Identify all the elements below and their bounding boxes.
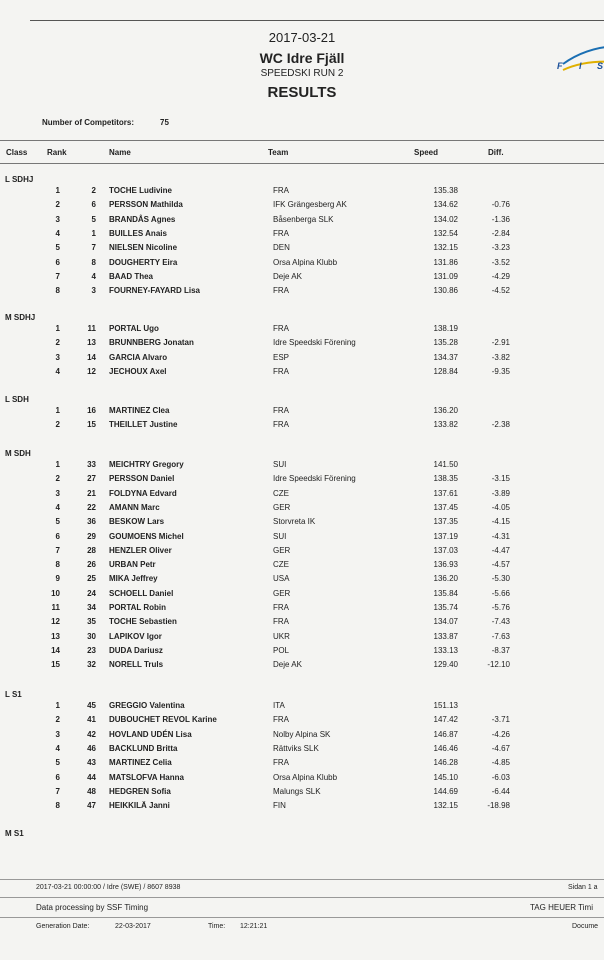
team-cell: FRA — [273, 286, 289, 295]
team-cell: CZE — [273, 560, 289, 569]
rank-cell: 5 — [55, 517, 60, 526]
rank-cell: 13 — [51, 632, 60, 641]
diff-cell: -8.37 — [491, 646, 510, 655]
rank-cell: 6 — [55, 258, 60, 267]
diff-cell: -5.30 — [491, 574, 510, 583]
name-cell: PERSSON Daniel — [109, 474, 175, 483]
name-cell: DUBOUCHET REVOL Karine — [109, 715, 217, 724]
speed-cell: 147.42 — [433, 715, 458, 724]
rank-cell: 11 — [51, 603, 60, 612]
footer-rule-3 — [0, 917, 604, 918]
bib-cell: 42 — [87, 730, 96, 739]
name-cell: BRANDÅS Agnes — [109, 215, 176, 224]
svg-text:I: I — [579, 61, 582, 71]
name-cell: JECHOUX Axel — [109, 367, 167, 376]
speed-cell: 134.02 — [433, 215, 458, 224]
diff-cell: -7.63 — [491, 632, 510, 641]
name-cell: DOUGHERTY Eira — [109, 258, 178, 267]
diff-cell: -2.91 — [491, 338, 510, 347]
bib-cell: 34 — [87, 603, 96, 612]
name-cell: PERSSON Mathilda — [109, 200, 183, 209]
diff-cell: -6.03 — [491, 773, 510, 782]
team-cell: POL — [273, 646, 290, 655]
footer-page: Sidan 1 a — [568, 884, 598, 891]
speed-cell: 151.13 — [433, 701, 458, 710]
bib-cell: 47 — [87, 801, 96, 810]
rank-cell: 2 — [55, 338, 60, 347]
speed-cell: 133.87 — [433, 632, 458, 641]
team-cell: CZE — [273, 489, 289, 498]
class-label: L SDH — [5, 395, 29, 404]
bib-cell: 22 — [87, 503, 96, 512]
diff-cell: -6.44 — [491, 787, 510, 796]
header-rule-bottom — [0, 163, 604, 164]
bib-cell: 32 — [87, 660, 96, 669]
team-cell: FRA — [273, 420, 289, 429]
col-name: Name — [109, 148, 131, 157]
rank-cell: 1 — [55, 406, 60, 415]
bib-cell: 27 — [87, 474, 96, 483]
bib-cell: 28 — [87, 546, 96, 555]
speed-cell: 135.74 — [433, 603, 458, 612]
team-cell: FRA — [273, 617, 289, 626]
bib-cell: 48 — [87, 787, 96, 796]
diff-cell: -2.84 — [491, 229, 510, 238]
diff-cell: -3.23 — [491, 243, 510, 252]
rank-cell: 5 — [55, 243, 60, 252]
team-cell: USA — [273, 574, 290, 583]
team-cell: Rättviks SLK — [273, 744, 319, 753]
name-cell: BACKLUND Britta — [109, 744, 178, 753]
diff-cell: -4.85 — [491, 758, 510, 767]
speed-cell: 137.61 — [433, 489, 458, 498]
team-cell: UKR — [273, 632, 290, 641]
team-cell: SUI — [273, 460, 287, 469]
name-cell: AMANN Marc — [109, 503, 160, 512]
speed-cell: 130.86 — [433, 286, 458, 295]
bib-cell: 6 — [91, 200, 96, 209]
rank-cell: 2 — [55, 420, 60, 429]
name-cell: MIKA Jeffrey — [109, 574, 158, 583]
speed-cell: 132.15 — [433, 801, 458, 810]
diff-cell: -12.10 — [487, 660, 510, 669]
footer-time-label: Time: — [208, 923, 226, 930]
speed-cell: 137.45 — [433, 503, 458, 512]
competitor-count — [42, 118, 169, 127]
footer-gen-date: 22-03-2017 — [115, 923, 151, 930]
bib-cell: 26 — [87, 560, 96, 569]
speed-cell: 138.19 — [433, 324, 458, 333]
diff-cell: -1.36 — [491, 215, 510, 224]
name-cell: NIELSEN Nicoline — [109, 243, 178, 252]
diff-cell: -5.66 — [491, 589, 510, 598]
speed-cell: 129.40 — [433, 660, 458, 669]
team-cell: Båsenberga SLK — [273, 215, 334, 224]
bib-cell: 4 — [91, 272, 96, 281]
footer-sponsor: TAG HEUER Timi — [530, 903, 593, 912]
name-cell: URBAN Petr — [109, 560, 156, 569]
name-cell: DUDA Dariusz — [109, 646, 163, 655]
name-cell: HENZLER Oliver — [109, 546, 172, 555]
col-diff: Diff. — [488, 148, 504, 157]
speed-cell: 137.03 — [433, 546, 458, 555]
rank-cell: 15 — [51, 660, 60, 669]
rank-cell: 4 — [55, 744, 60, 753]
rank-cell: 1 — [55, 324, 60, 333]
diff-cell: -3.52 — [491, 258, 510, 267]
rank-cell: 1 — [55, 460, 60, 469]
bib-cell: 24 — [87, 589, 96, 598]
bib-cell: 25 — [87, 574, 96, 583]
footer-doc: Docume — [572, 923, 599, 930]
name-cell: HOVLAND UDÉN Lisa — [109, 730, 192, 739]
col-class: Class — [6, 148, 28, 157]
team-cell: GER — [273, 546, 291, 555]
speed-cell: 137.19 — [433, 532, 458, 541]
header-rule-top — [0, 140, 604, 141]
bib-cell: 2 — [91, 186, 96, 195]
rank-cell: 4 — [55, 503, 60, 512]
name-cell: MEICHTRY Gregory — [109, 460, 184, 469]
team-cell: FRA — [273, 186, 289, 195]
speed-cell: 132.15 — [433, 243, 458, 252]
rank-cell: 2 — [55, 200, 60, 209]
rank-cell: 6 — [55, 532, 60, 541]
diff-cell: -3.82 — [491, 353, 510, 362]
bib-cell: 36 — [87, 517, 96, 526]
footer-stamp: 2017-03-21 00:00:00 / Idre (SWE) / 8607 8938 — [36, 884, 181, 891]
team-cell: ITA — [273, 701, 285, 710]
speed-cell: 134.62 — [433, 200, 458, 209]
results-heading: RESULTS — [267, 84, 337, 101]
name-cell: THEILLET Justine — [109, 420, 178, 429]
name-cell: MATSLOFVA Hanna — [109, 773, 184, 782]
rank-cell: 7 — [55, 272, 60, 281]
bib-cell: 11 — [87, 324, 96, 333]
diff-cell: -0.76 — [491, 200, 510, 209]
speed-cell: 136.20 — [433, 574, 458, 583]
speed-cell: 145.10 — [433, 773, 458, 782]
bib-cell: 1 — [91, 229, 96, 238]
rank-cell: 7 — [55, 787, 60, 796]
diff-cell: -4.52 — [491, 286, 510, 295]
bib-cell: 41 — [87, 715, 96, 724]
svg-text:S: S — [597, 61, 604, 71]
bib-cell: 8 — [91, 258, 96, 267]
name-cell: PORTAL Ugo — [109, 324, 159, 333]
col-rank: Rank — [47, 148, 67, 157]
rank-cell: 3 — [55, 215, 60, 224]
team-cell: DEN — [273, 243, 290, 252]
bib-cell: 21 — [87, 489, 96, 498]
speed-cell: 128.84 — [433, 367, 458, 376]
rank-cell: 14 — [51, 646, 60, 655]
class-label: M SDHJ — [5, 313, 36, 322]
rank-cell: 8 — [55, 801, 60, 810]
speed-cell: 133.13 — [433, 646, 458, 655]
date-heading: 2017-03-21 — [268, 30, 336, 45]
diff-cell: -2.38 — [491, 420, 510, 429]
rank-cell: 12 — [51, 617, 60, 626]
team-cell: ESP — [273, 353, 290, 362]
bib-cell: 7 — [91, 243, 96, 252]
bib-cell: 5 — [91, 215, 96, 224]
speed-cell: 144.69 — [433, 787, 458, 796]
diff-cell: -4.67 — [491, 744, 510, 753]
run-subtitle: SPEEDSKI RUN 2 — [260, 68, 344, 79]
bib-cell: 13 — [87, 338, 96, 347]
name-cell: TOCHE Ludivine — [109, 186, 172, 195]
rank-cell: 9 — [55, 574, 60, 583]
team-cell: GER — [273, 503, 291, 512]
team-cell: Storvreta IK — [273, 517, 316, 526]
competitor-count-label: Number of Competitors: — [42, 118, 134, 127]
bib-cell: 15 — [87, 420, 96, 429]
rank-cell: 1 — [55, 701, 60, 710]
footer-time: 12:21:21 — [240, 923, 268, 930]
team-cell: FRA — [273, 367, 289, 376]
class-label: L SDHJ — [5, 175, 34, 184]
rank-cell: 3 — [55, 730, 60, 739]
name-cell: GREGGIO Valentina — [109, 701, 185, 710]
bib-cell: 44 — [87, 773, 96, 782]
rank-cell: 5 — [55, 758, 60, 767]
diff-cell: -4.26 — [491, 730, 510, 739]
diff-cell: -9.35 — [491, 367, 510, 376]
bib-cell: 16 — [87, 406, 96, 415]
name-cell: NORELL Truls — [109, 660, 164, 669]
footer-processing: Data processing by SSF Timing — [36, 903, 149, 912]
footer-rule-1 — [0, 879, 604, 880]
bib-cell: 46 — [87, 744, 96, 753]
speed-cell: 131.86 — [433, 258, 458, 267]
name-cell: BUILLES Anais — [109, 229, 167, 238]
svg-text:F: F — [557, 61, 563, 71]
bib-cell: 29 — [87, 532, 96, 541]
speed-cell: 134.07 — [433, 617, 458, 626]
speed-cell: 136.93 — [433, 560, 458, 569]
diff-cell: -3.89 — [491, 489, 510, 498]
team-cell: Nolby Alpina SK — [273, 730, 331, 739]
diff-cell: -4.57 — [491, 560, 510, 569]
name-cell: HEDGREN Sofia — [109, 787, 171, 796]
footer-rule-2 — [0, 897, 604, 898]
team-cell: FIN — [273, 801, 286, 810]
name-cell: PORTAL Robin — [109, 603, 167, 612]
diff-cell: -4.05 — [491, 503, 510, 512]
speed-cell: 135.38 — [433, 186, 458, 195]
speed-cell: 146.87 — [433, 730, 458, 739]
speed-cell: 135.84 — [433, 589, 458, 598]
name-cell: FOLDYNA Edvard — [109, 489, 177, 498]
speed-cell: 146.46 — [433, 744, 458, 753]
class-label: L S1 — [5, 690, 22, 699]
diff-cell: -18.98 — [487, 801, 510, 810]
name-cell: TOCHE Sebastien — [109, 617, 177, 626]
team-cell: Deje AK — [273, 660, 302, 669]
speed-cell: 133.82 — [433, 420, 458, 429]
name-cell: HEIKKILÄ Janni — [109, 801, 170, 810]
team-cell: FRA — [273, 715, 289, 724]
team-cell: FRA — [273, 324, 289, 333]
rank-cell: 4 — [55, 367, 60, 376]
speed-cell: 135.28 — [433, 338, 458, 347]
team-cell: GER — [273, 589, 291, 598]
class-label: M SDH — [5, 449, 31, 458]
team-cell: FRA — [273, 758, 289, 767]
rank-cell: 4 — [55, 229, 60, 238]
bib-cell: 12 — [87, 367, 96, 376]
name-cell: MARTINEZ Celia — [109, 758, 172, 767]
speed-cell: 136.20 — [433, 406, 458, 415]
name-cell: SCHOELL Daniel — [109, 589, 174, 598]
bib-cell: 35 — [87, 617, 96, 626]
team-cell: FRA — [273, 406, 289, 415]
class-label: M S1 — [5, 829, 24, 838]
bib-cell: 23 — [87, 646, 96, 655]
rank-cell: 1 — [55, 186, 60, 195]
team-cell: Deje AK — [273, 272, 302, 281]
rank-cell: 7 — [55, 546, 60, 555]
diff-cell: -4.15 — [491, 517, 510, 526]
speed-cell: 138.35 — [433, 474, 458, 483]
bib-cell: 45 — [87, 701, 96, 710]
top-rule — [30, 20, 604, 21]
name-cell: FOURNEY-FAYARD Lisa — [109, 286, 200, 295]
diff-cell: -7.43 — [491, 617, 510, 626]
bib-cell: 33 — [87, 460, 96, 469]
col-speed: Speed — [414, 148, 439, 157]
name-cell: BESKOW Lars — [109, 517, 165, 526]
diff-cell: -4.29 — [491, 272, 510, 281]
team-cell: Malungs SLK — [273, 787, 321, 796]
rank-cell: 3 — [55, 353, 60, 362]
team-cell: Idre Speedski Förening — [273, 338, 356, 347]
diff-cell: -3.15 — [491, 474, 510, 483]
team-cell: FRA — [273, 229, 289, 238]
rank-cell: 3 — [55, 489, 60, 498]
team-cell: Idre Speedski Förening — [273, 474, 356, 483]
speed-cell: 132.54 — [433, 229, 458, 238]
team-cell: SUI — [273, 532, 287, 541]
diff-cell: -4.31 — [491, 532, 510, 541]
name-cell: MARTINEZ Clea — [109, 406, 170, 415]
fis-logo-icon — [555, 40, 604, 90]
name-cell: GOUMOENS Michel — [109, 532, 184, 541]
rank-cell: 8 — [55, 286, 60, 295]
speed-cell: 141.50 — [433, 460, 458, 469]
name-cell: BRUNNBERG Jonatan — [109, 338, 194, 347]
bib-cell: 30 — [87, 632, 96, 641]
footer-gen-date-label: Generation Date: — [36, 923, 90, 930]
diff-cell: -5.76 — [491, 603, 510, 612]
team-cell: FRA — [273, 603, 289, 612]
name-cell: LAPIKOV Igor — [109, 632, 162, 641]
team-cell: Orsa Alpina Klubb — [273, 773, 338, 782]
speed-cell: 146.28 — [433, 758, 458, 767]
rank-cell: 6 — [55, 773, 60, 782]
bib-cell: 14 — [87, 353, 96, 362]
rank-cell: 10 — [51, 589, 60, 598]
competitor-count-value: 75 — [160, 118, 169, 127]
speed-cell: 137.35 — [433, 517, 458, 526]
diff-cell: -3.71 — [491, 715, 510, 724]
team-cell: IFK Grängesberg AK — [273, 200, 347, 209]
team-cell: Orsa Alpina Klubb — [273, 258, 338, 267]
name-cell: GARCIA Alvaro — [109, 353, 168, 362]
speed-cell: 134.37 — [433, 353, 458, 362]
bib-cell: 43 — [87, 758, 96, 767]
rank-cell: 8 — [55, 560, 60, 569]
speed-cell: 131.09 — [433, 272, 458, 281]
rank-cell: 2 — [55, 474, 60, 483]
name-cell: BAAD Thea — [109, 272, 154, 281]
rank-cell: 2 — [55, 715, 60, 724]
col-team: Team — [268, 148, 289, 157]
event-title: WC Idre Fjäll — [259, 50, 345, 66]
bib-cell: 3 — [91, 286, 96, 295]
diff-cell: -4.47 — [491, 546, 510, 555]
